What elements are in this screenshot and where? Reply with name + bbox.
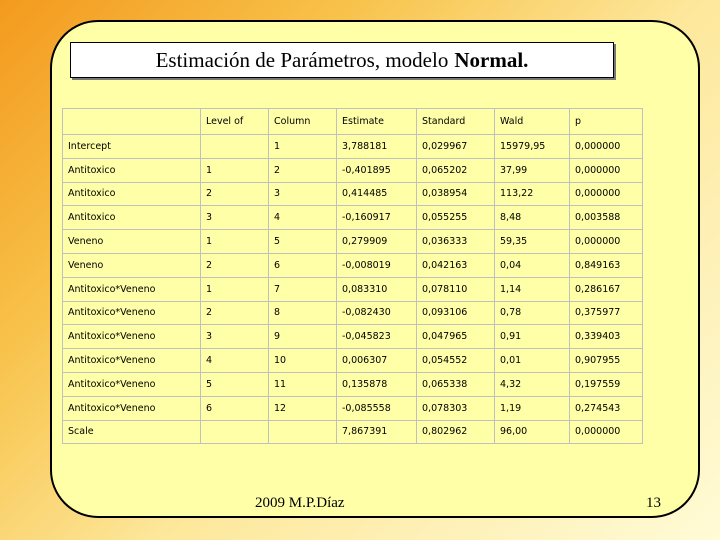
table-cell: 11 [269,372,337,396]
table-cell: 0,01 [495,349,570,373]
table-cell: 0,279909 [337,230,417,254]
table-cell: 0,065202 [417,158,495,182]
table-cell: Antitoxico*Veneno [63,277,201,301]
table-cell: 2 [269,158,337,182]
table-cell: -0,401895 [337,158,417,182]
table-cell: 2 [201,253,269,277]
title-text: Estimación de Parámetros, modelo [155,47,449,72]
table-cell: 0,065338 [417,372,495,396]
table-cell: 7,867391 [337,420,417,444]
table-cell [269,420,337,444]
table-cell: Antitoxico [63,158,201,182]
table-row [63,277,643,301]
column-header: Standard [417,109,495,135]
table-cell: 1,19 [495,396,570,420]
table-cell: 0,078303 [417,396,495,420]
table-cell: 0,042163 [417,253,495,277]
table-cell: 0,000000 [570,158,643,182]
table-cell: 9 [269,325,337,349]
table-cell: 0,849163 [570,253,643,277]
table-cell: 0,038954 [417,182,495,206]
table-cell: 7 [269,277,337,301]
footer-author: 2009 M.P.Díaz [255,495,345,511]
table-cell: 0,003588 [570,206,643,230]
table-cell: 4 [269,206,337,230]
table-cell: 2 [201,182,269,206]
table-cell: 1 [269,135,337,159]
column-header: p [570,109,643,135]
table-cell: 0,135878 [337,372,417,396]
table-cell: Antitoxico*Veneno [63,301,201,325]
table-cell: 0,339403 [570,325,643,349]
table-cell: 0,91 [495,325,570,349]
column-header [63,109,201,135]
table-cell: Antitoxico [63,206,201,230]
table-cell: 3 [269,182,337,206]
table-cell: 0,054552 [417,349,495,373]
table-row [63,182,643,206]
table-cell: Antitoxico [63,182,201,206]
table-cell: 12 [269,396,337,420]
table-cell: -0,160917 [337,206,417,230]
table-cell: 0,078110 [417,277,495,301]
table-row [63,325,643,349]
table-cell: 0,000000 [570,420,643,444]
table-cell [201,420,269,444]
table-row [63,349,643,373]
table-row [63,135,643,159]
table-row [63,396,643,420]
parameter-table [62,108,643,444]
table-cell: 0,286167 [570,277,643,301]
table-cell: 0,000000 [570,135,643,159]
table-cell: 10 [269,349,337,373]
table-cell: Veneno [63,230,201,254]
table-row [63,372,643,396]
table-row [63,206,643,230]
table-cell: 3 [201,206,269,230]
table-cell: 15979,95 [495,135,570,159]
table-cell: 0,802962 [417,420,495,444]
table-cell: 3,788181 [337,135,417,159]
table-cell: 96,00 [495,420,570,444]
table-cell: 4 [201,349,269,373]
table-cell: -0,008019 [337,253,417,277]
table-cell: 0,274543 [570,396,643,420]
table-cell: 8 [269,301,337,325]
table-cell: Antitoxico*Veneno [63,349,201,373]
table-row [63,253,643,277]
table-cell: Antitoxico*Veneno [63,372,201,396]
column-header: Wald [495,109,570,135]
table-cell: 0,78 [495,301,570,325]
table-cell: 1 [201,277,269,301]
table-cell: 6 [201,396,269,420]
table-row [63,230,643,254]
table-body [63,135,643,444]
page-number: 13 [646,495,661,511]
table-cell: 0,375977 [570,301,643,325]
table-cell [201,135,269,159]
table-cell: Intercept [63,135,201,159]
title-bold: Normal. [454,47,529,72]
table-cell: 37,99 [495,158,570,182]
table-cell: 5 [269,230,337,254]
table-cell: 0,000000 [570,230,643,254]
table-cell: 0,047965 [417,325,495,349]
column-header: Column [269,109,337,135]
table-cell: 0,414485 [337,182,417,206]
table-cell: Scale [63,420,201,444]
table-cell: 0,029967 [417,135,495,159]
table-cell: Antitoxico*Veneno [63,325,201,349]
table-cell: 0,036333 [417,230,495,254]
table-cell: 0,006307 [337,349,417,373]
column-header: Level of [201,109,269,135]
table-cell: 3 [201,325,269,349]
table-cell: 0,197559 [570,372,643,396]
table-cell: 1,14 [495,277,570,301]
table-cell: Antitoxico*Veneno [63,396,201,420]
table-cell: 0,907955 [570,349,643,373]
table-cell: 2 [201,301,269,325]
table-cell: 0,04 [495,253,570,277]
table-cell: Veneno [63,253,201,277]
table-cell: 113,22 [495,182,570,206]
table-cell: 1 [201,230,269,254]
table-cell: 6 [269,253,337,277]
table-cell: 59,35 [495,230,570,254]
table-cell: -0,082430 [337,301,417,325]
table-cell: 0,000000 [570,182,643,206]
table-cell: -0,045823 [337,325,417,349]
table-cell: 1 [201,158,269,182]
column-header: Estimate [337,109,417,135]
table-cell: -0,085558 [337,396,417,420]
table-cell: 0,093106 [417,301,495,325]
table-cell: 8,48 [495,206,570,230]
table-cell: 0,083310 [337,277,417,301]
table-row [63,301,643,325]
table-row [63,420,643,444]
slide-title [70,42,614,78]
table-cell: 5 [201,372,269,396]
table-header-row [63,109,643,135]
table-cell: 0,055255 [417,206,495,230]
table-cell: 4,32 [495,372,570,396]
table-row [63,158,643,182]
